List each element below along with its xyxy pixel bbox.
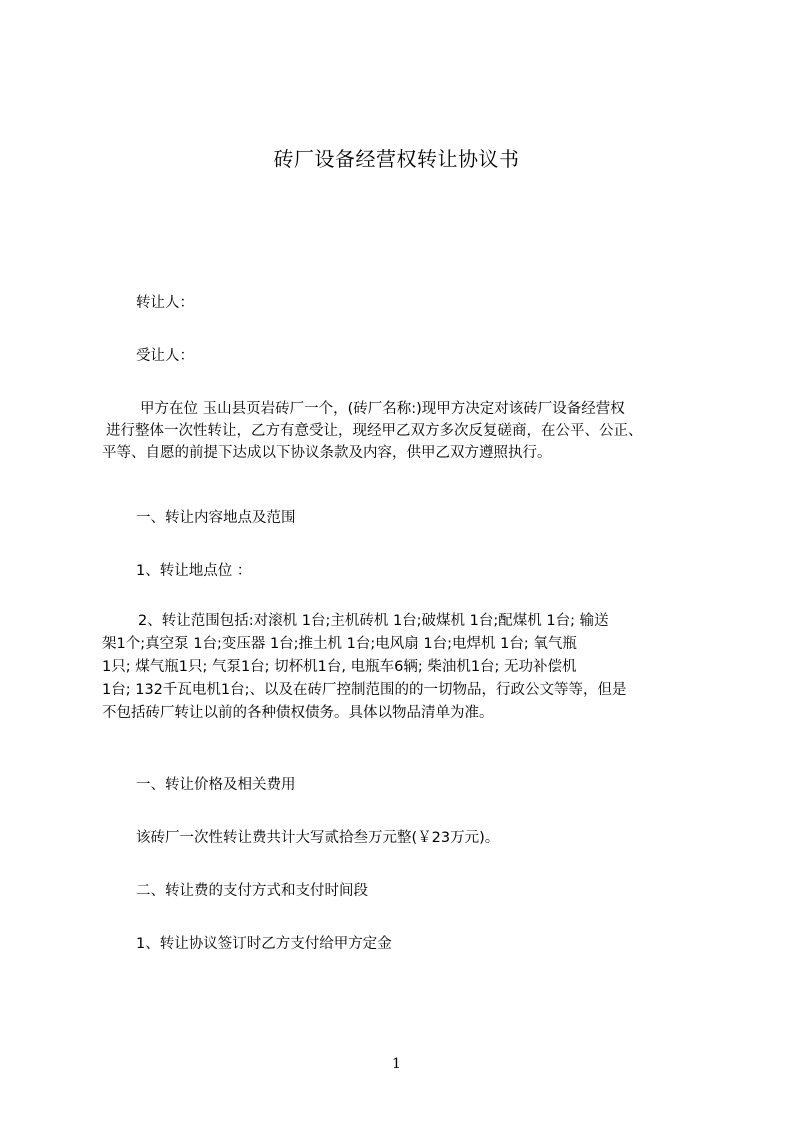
scope-line: 1台; 132千瓦电机1台;、以及在砖厂控制范围的的一切物品，行政公文等等，但是 [102,682,627,698]
transfer-location-item: 1、转让地点位 ： [136,563,252,579]
page-number: 1 [392,1056,401,1072]
section-heading-payment: 二、转让费的支付方式和支付时间段 [136,883,368,899]
payment-item-deposit: 1、转让协议签订时乙方支付给甲方定金 [136,936,392,952]
scope-line: 架1个;真空泵 1台;变压器 1台;推土机 1台;电风扇 1台;电焊机 1台; 氧气瓶 [102,636,577,652]
intro-line: 平等、自愿的前提下达成以下协议条款及内容，供甲乙双方遵照执行。 [102,445,552,461]
section-heading-transfer-scope: 一、转让内容地点及范围 [136,510,296,526]
intro-line: 甲方在位 玉山县页岩砖厂一个，(砖厂名称:)现甲方决定对该砖厂设备经营权 [140,401,625,417]
transferee-label: 受让人： [136,348,194,364]
transfer-scope-paragraph [102,610,702,725]
intro-line: 进行整体一次性转让，乙方有意受让，现经甲乙双方多次反复磋商，在公平、公正、 [106,423,643,439]
scope-line: 1只; 煤气瓶1只; 气泵1台; 切杯机1台, 电瓶车6辆; 柴油机1台; 无功补偿机 [102,659,577,675]
scope-line: 2、转让范围包括:对滚机 1台;主机砖机 1台;破煤机 1台;配煤机 1台; 输送 [138,613,609,629]
document-title: 砖厂设备经营权转让协议书 [273,147,520,171]
section-heading-price: 一、转让价格及相关费用 [136,777,296,793]
transferor-label: 转让人： [136,295,194,311]
scope-line: 不包括砖厂转让以前的各种债权债务。具体以物品清单为准。 [102,705,494,721]
price-statement: 该砖厂一次性转让费共计大写贰拾叁万元整(￥23万元)。 [136,830,500,846]
intro-paragraph [102,398,702,464]
